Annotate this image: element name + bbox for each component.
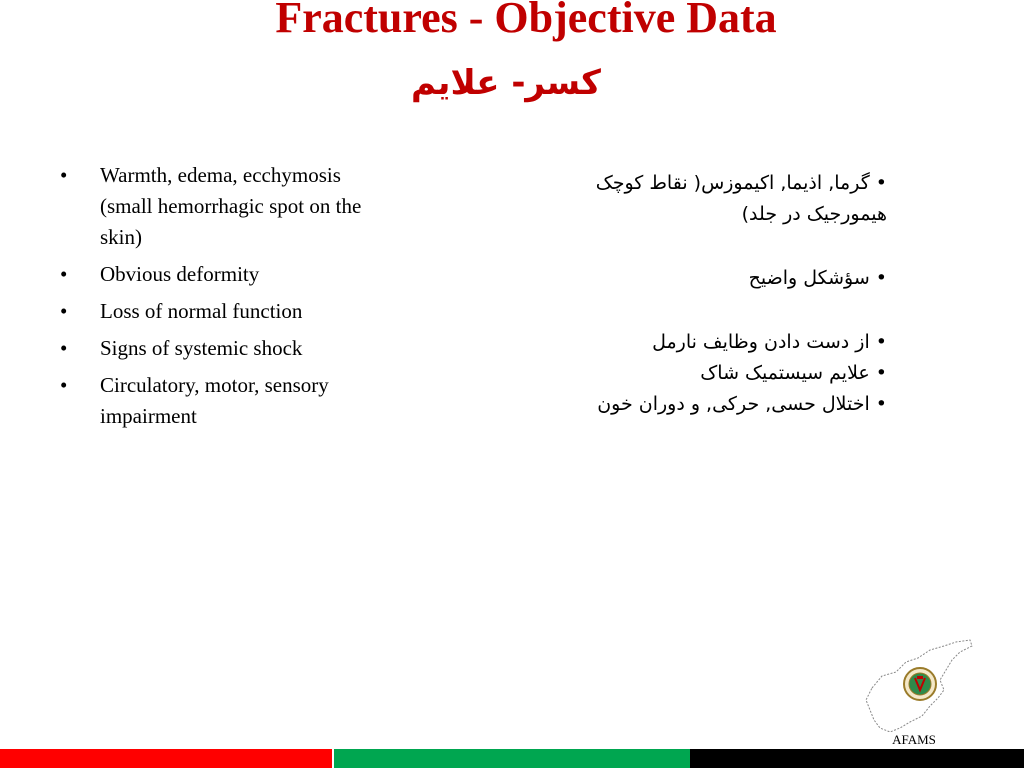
footer-red-segment xyxy=(0,749,332,768)
slide-title: Fractures - Objective Data xyxy=(275,0,777,42)
bullet-icon: • xyxy=(60,163,68,187)
list-item: • گرما, اذیما, اکیموزس( نقاط کوچک هیمورجیک در جلد) xyxy=(595,172,887,225)
list-item-text: Signs of systemic shock xyxy=(100,336,303,360)
bullet-icon: • xyxy=(60,299,68,323)
list-item xyxy=(58,296,398,327)
english-bullet-list xyxy=(58,160,398,438)
footer-green-segment xyxy=(334,749,690,768)
footer-label: AFAMS xyxy=(872,732,956,748)
bullet-icon: • xyxy=(60,336,68,360)
list-item: • از دست دادن وظایف نارمل xyxy=(652,331,887,353)
footer-color-bar xyxy=(0,749,1024,768)
list-item xyxy=(58,370,398,432)
list-item: • علایم سیستمیک شاک xyxy=(700,362,887,384)
list-item xyxy=(58,333,398,364)
bullet-icon: • xyxy=(60,262,68,286)
slide-title-persian: کسر- علایم xyxy=(411,63,601,103)
list-item xyxy=(58,259,398,290)
list-item: • سؤشکل واضیح xyxy=(748,267,887,289)
list-item-text: Circulatory, motor, sensory impairment xyxy=(100,373,329,428)
persian-bullet-list xyxy=(540,168,887,420)
list-item-text: Warmth, edema, ecchymosis (small hemorrhagic spot on the skin) xyxy=(100,163,362,249)
list-item-text: Obvious deformity xyxy=(100,262,260,286)
bullet-icon: • xyxy=(60,373,68,397)
footer-black-segment xyxy=(690,749,1024,768)
list-item xyxy=(58,160,398,253)
list-item-text: Loss of normal function xyxy=(100,299,303,323)
list-item: • اختلال حسی, حرکی, و دوران خون xyxy=(597,393,887,415)
